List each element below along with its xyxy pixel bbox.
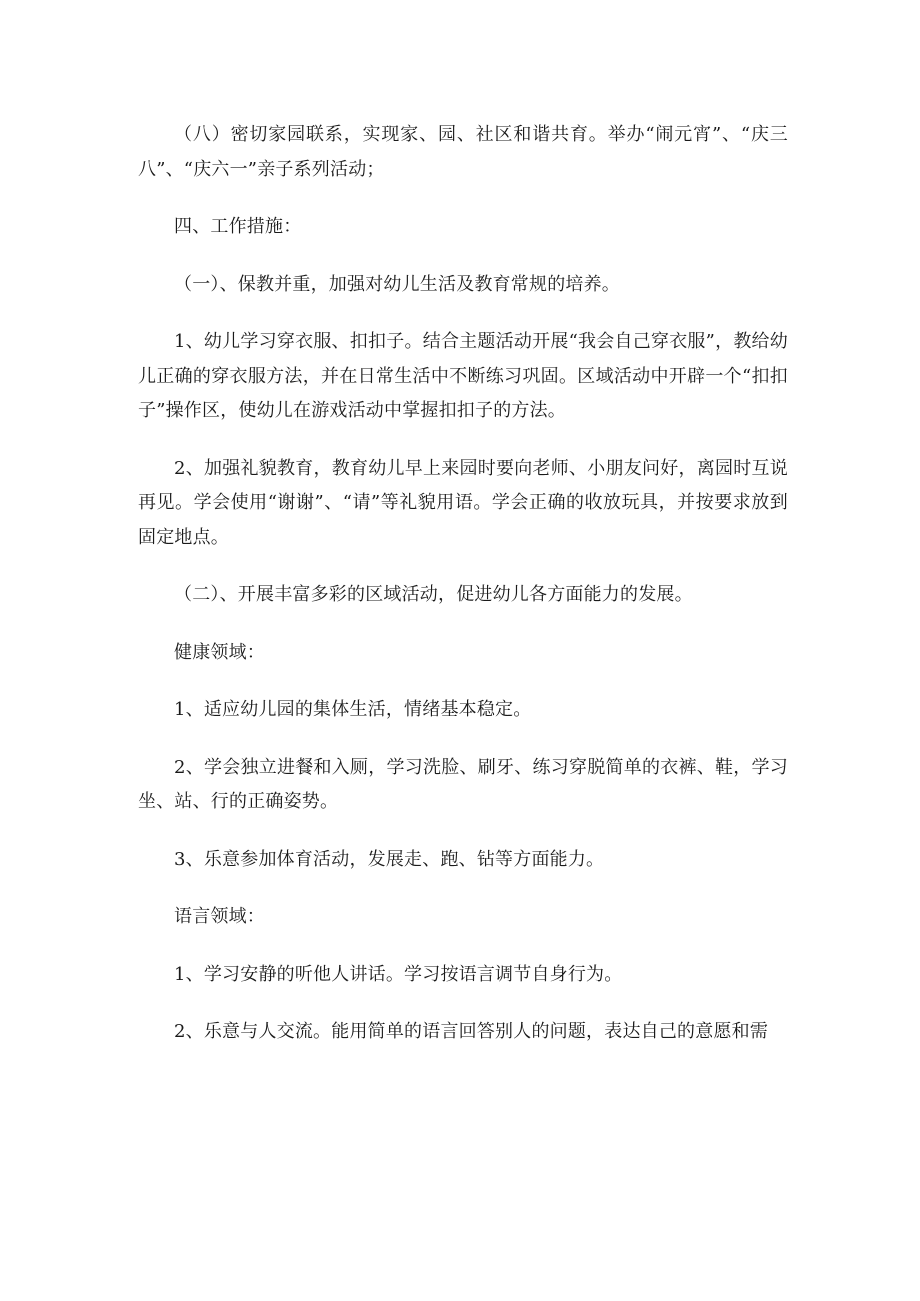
paragraph-language-1: 1、学习安静的听他人讲话。学习按语言调节自身行为。 xyxy=(174,963,623,985)
paragraph-health-1: 1、适应幼儿园的集体生活，情绪基本稳定。 xyxy=(174,699,532,720)
heading-work-measures: 四、工作措施： xyxy=(174,216,302,237)
paragraph-language-2: 2、乐意与人交流。能用简单的语言回答别人的问题，表达自己的意愿和需 xyxy=(174,1021,769,1042)
paragraph-family-contact: （八）密切家园联系，实现家、园、社区和谐共育。举办“闹元宵”、“庆三八”、“庆六一”亲子系列活动； xyxy=(138,124,788,180)
subheading-area-activities: （二）、开展丰富多彩的区域活动，促进幼儿各方面能力的发展。 xyxy=(174,584,693,605)
paragraph-health-3: 3、乐意参加体育活动，发展走、跑、钻等方面能力。 xyxy=(174,848,605,870)
subheading-care-education: （一）、保教并重，加强对幼儿生活及教育常规的培养。 xyxy=(174,273,620,295)
paragraph-dressing-buttons: 1、幼儿学习穿衣服、扣扣子。结合主题活动开展“我会自己穿衣服”，教给幼儿正确的穿衣服方法，并在日常生活中不断练习巩固。区域活动中开辟一个“扣扣子”操作区，使幼儿在游戏活动中掌握扣扣子的方法。 xyxy=(138,331,788,421)
document-body xyxy=(138,118,788,1050)
heading-language-domain: 语言领域： xyxy=(174,906,265,927)
heading-health-domain: 健康领域： xyxy=(174,641,265,663)
paragraph-health-2: 2、学会独立进餐和入厕，学习洗脸、刷牙、练习穿脱简单的衣裤、鞋，学习坐、站、行的正确姿势。 xyxy=(138,756,788,812)
paragraph-courtesy-education: 2、加强礼貌教育，教育幼儿早上来园时要向老师、小朋友问好，离园时互说再见。学会使用“谢谢”、“请”等礼貌用语。学会正确的收放玩具，并按要求放到固定地点。 xyxy=(138,457,788,548)
